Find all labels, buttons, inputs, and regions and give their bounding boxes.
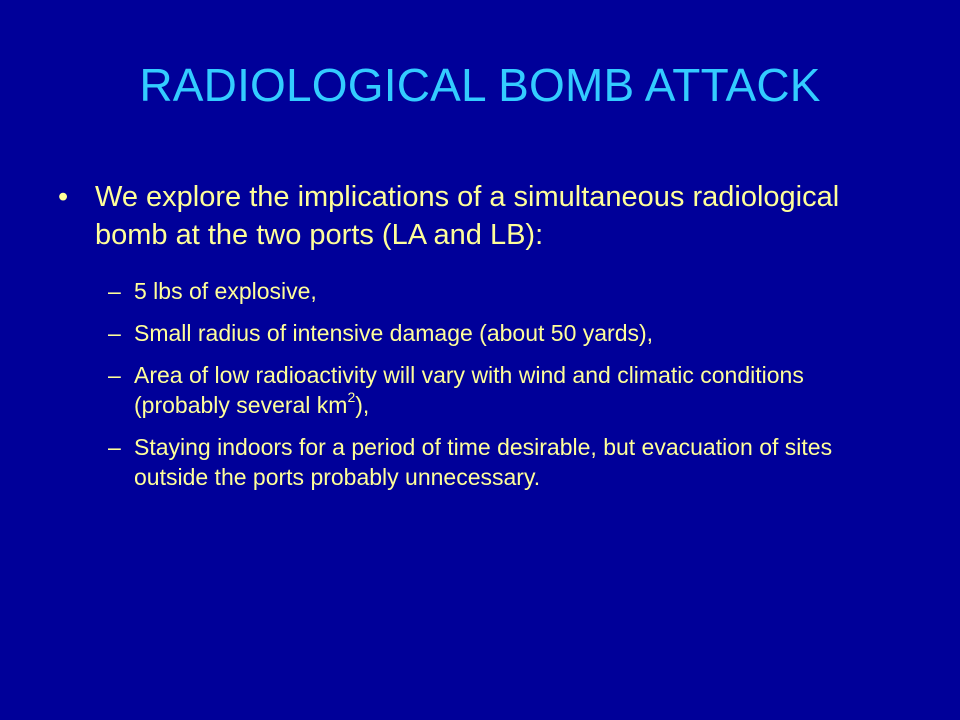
slide-title: RADIOLOGICAL BOMB ATTACK	[139, 59, 821, 111]
sub-bullet-text: Staying indoors for a period of time desirable, but evacuation of sites outside the ports probably unnecessary.	[134, 434, 833, 490]
main-bullet	[58, 178, 898, 254]
sub-bullet-item	[108, 276, 898, 306]
sub-bullet-item	[108, 360, 898, 420]
sub-bullet-item	[108, 432, 898, 492]
dash-icon: –	[108, 362, 121, 388]
dash-icon: –	[108, 278, 121, 304]
dash-icon: –	[108, 320, 121, 346]
sub-bullet-list	[108, 276, 898, 504]
sub-bullet-text: 5 lbs of explosive,	[134, 278, 317, 304]
superscript: 2	[347, 389, 356, 406]
sub-bullet-text: Small radius of intensive damage (about 50 yards),	[134, 320, 654, 346]
sub-bullet-text-before: Area of low radioactivity will vary with wind and climatic conditions (probably several km	[134, 362, 804, 418]
dash-icon: –	[108, 434, 121, 460]
sub-bullet-text-after: ),	[355, 392, 370, 418]
sub-bullet-text	[134, 360, 898, 420]
bullet-icon: •	[58, 181, 69, 213]
main-bullet-text: We explore the implications of a simultaneous radiological bomb at the two ports (LA and LB):	[95, 181, 840, 251]
sub-bullet-item	[108, 318, 898, 348]
